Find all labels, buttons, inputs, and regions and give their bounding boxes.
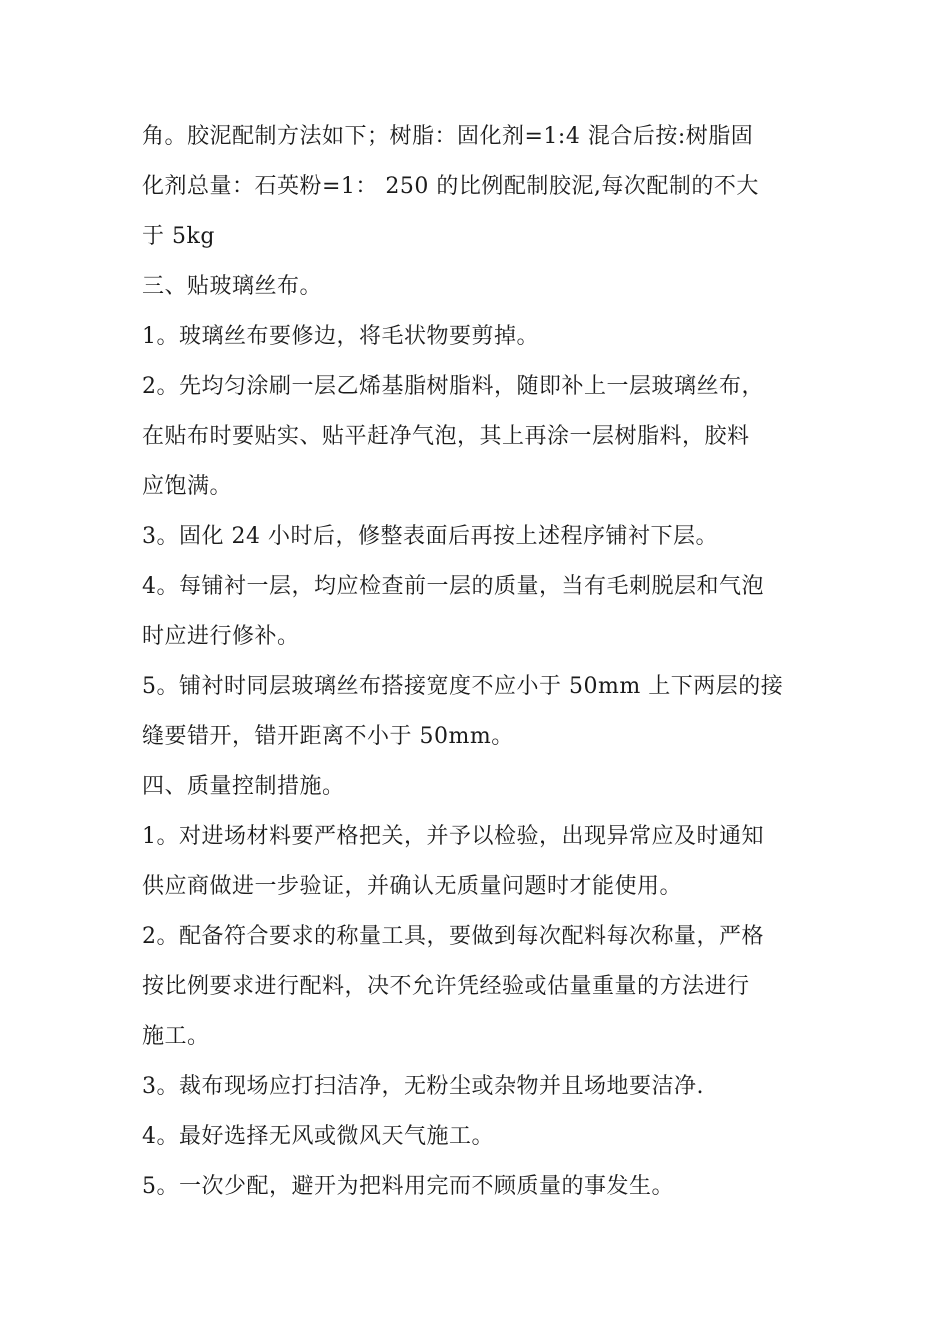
text-line: 4。每铺衬一层，均应检查前一层的质量，当有毛刺脱层和气泡 xyxy=(142,574,764,599)
text-line: 角。胶泥配制方法如下；树脂：固化剂=1:4 混合后按:树脂固 xyxy=(142,124,754,149)
text-line: 4。最好选择无风或微风天气施工。 xyxy=(142,1124,494,1149)
text-line: 施工。 xyxy=(142,1024,210,1049)
text-line: 2。配备符合要求的称量工具，要做到每次配料每次称量，严格 xyxy=(142,924,764,949)
text-line: 按比例要求进行配料，决不允许凭经验或估量重量的方法进行 xyxy=(142,974,750,999)
text-line: 缝要错开，错开距离不小于 50mm。 xyxy=(142,724,514,749)
text-line: 2。先均匀涂刷一层乙烯基脂树脂料，随即补上一层玻璃丝布， xyxy=(142,374,764,399)
text-line: 3。裁布现场应打扫洁净，无粉尘或杂物并且场地要洁净. xyxy=(142,1074,704,1099)
text-line: 于 5kg xyxy=(142,224,215,249)
text-line: 5。一次少配，避开为把料用完而不顾质量的事发生。 xyxy=(142,1174,674,1199)
text-line: 1。玻璃丝布要修边，将毛状物要剪掉。 xyxy=(142,324,539,349)
text-line: 化剂总量：石英粉=1： 250 的比例配制胶泥,每次配制的不大 xyxy=(142,174,759,199)
text-line: 时应进行修补。 xyxy=(142,624,300,649)
text-line: 5。铺衬时同层玻璃丝布搭接宽度不应小于 50mm 上下两层的接 xyxy=(142,674,784,699)
document-body xyxy=(142,112,832,1212)
text-line: 1。对进场材料要严格把关，并予以检验，出现异常应及时通知 xyxy=(142,824,764,849)
section-heading-4: 四、质量控制措施。 xyxy=(142,774,345,799)
section-heading-3: 三、贴玻璃丝布。 xyxy=(142,274,323,299)
text-line: 供应商做进一步验证，并确认无质量问题时才能使用。 xyxy=(142,874,683,899)
text-line: 3。固化 24 小时后，修整表面后再按上述程序铺衬下层。 xyxy=(142,524,718,549)
text-line: 在贴布时要贴实、贴平赶净气泡，其上再涂一层树脂料，胶料 xyxy=(142,424,750,449)
text-line: 应饱满。 xyxy=(142,474,233,499)
